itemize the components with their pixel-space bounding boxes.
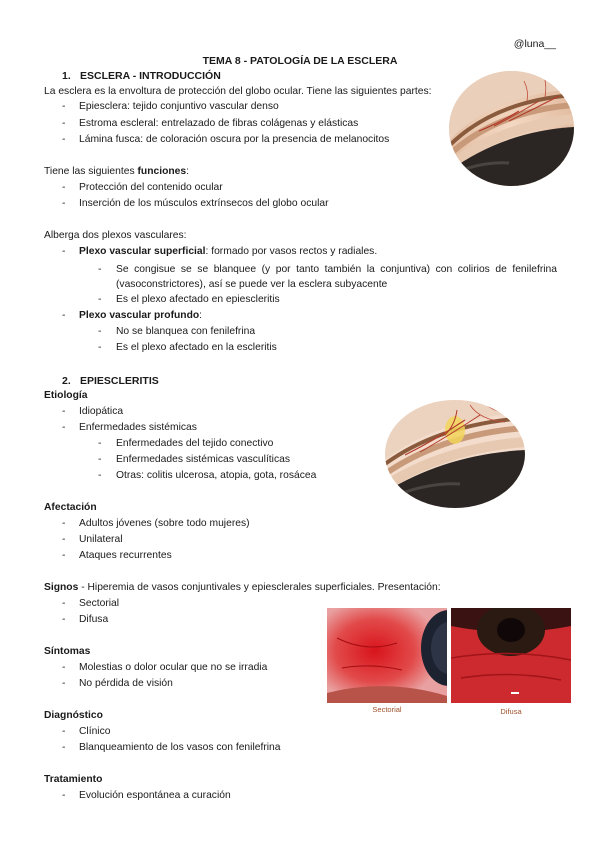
tratamiento-heading: Tratamiento	[44, 774, 103, 785]
list-item: - Clínico	[62, 726, 111, 737]
list-item: - Blanqueamiento de los vasos con fenilefrina	[62, 742, 281, 753]
author-handle: @luna__	[513, 38, 556, 50]
list-item: - Adultos jóvenes (sobre todo mujeres)	[62, 518, 250, 529]
sectorial-caption: Sectorial	[372, 705, 402, 714]
plexus-intro: Alberga dos plexos vasculares:	[44, 230, 187, 241]
diagnostico-heading: Diagnóstico	[44, 710, 103, 721]
list-item: - Evolución espontánea a curación	[62, 790, 231, 801]
list-item: - Es el plexo afectado en la escleritis	[98, 342, 277, 353]
afectacion-heading: Afectación	[44, 502, 97, 513]
list-item: - Molestias o dolor ocular que no se irradia	[62, 662, 268, 673]
list-item: - No pérdida de visión	[62, 678, 173, 689]
sclera-anatomy-image	[449, 71, 574, 186]
list-item: - Protección del contenido ocular	[62, 182, 223, 193]
list-item: - Difusa	[62, 614, 109, 625]
list-item: - Es el plexo afectado en epiescleritis	[98, 294, 280, 305]
list-item: - Se congisue se se blanquee (y por tanto también la conjuntiva) con colirios de fenilefrina (vasoconstrictores), así se puede ver la esclera subyacente	[98, 264, 557, 290]
episcleritis-anatomy-image	[385, 400, 525, 508]
difusa-caption: Difusa	[500, 707, 522, 716]
list-item: - Otras: colitis ulcerosa, atopia, gota, rosácea	[98, 470, 317, 481]
section-1-heading: 1. ESCLERA - INTRODUCCIÓN	[62, 70, 221, 82]
section-1-intro: La esclera es la envoltura de protección del globo ocular. Tiene las siguientes partes:	[44, 86, 432, 97]
list-item: - Enfermedades sistémicas vasculíticas	[98, 454, 290, 465]
list-item: - Idiopática	[62, 406, 124, 417]
page-title: TEMA 8 - PATOLOGÍA DE LA ESCLERA	[202, 55, 398, 67]
list-item: - Plexo vascular superficial: formado por vasos rectos y radiales.	[62, 246, 378, 257]
list-item: - Estroma escleral: entrelazado de fibras colágenas y elásticas	[62, 118, 359, 129]
section-2-heading: 2. EPIESCLERITIS	[62, 375, 159, 387]
list-item: - Lámina fusca: de coloración oscura por la presencia de melanocitos	[62, 134, 390, 145]
etiologia-heading: Etiología	[44, 390, 88, 401]
list-item: - Unilateral	[62, 534, 123, 545]
functions-intro: Tiene las siguientes funciones:	[44, 166, 190, 177]
sintomas-heading: Síntomas	[44, 646, 91, 657]
list-item: - Inserción de los músculos extrínsecos del globo ocular	[62, 198, 329, 209]
list-item: - Enfermedades del tejido conectivo	[98, 438, 274, 449]
list-item: - Enfermedades sistémicas	[62, 422, 197, 433]
list-item: - Plexo vascular profundo:	[62, 310, 203, 321]
sectorial-episcleritis-photo	[327, 608, 447, 703]
list-item: - Epiesclera: tejido conjuntivo vascular denso	[62, 101, 279, 112]
signos-line: Signos - Hiperemia de vasos conjuntivales y epiesclerales superficiales. Presentación:	[44, 582, 441, 593]
list-item: - Ataques recurrentes	[62, 550, 172, 561]
list-item: - Sectorial	[62, 598, 120, 609]
diffuse-episcleritis-photo	[451, 608, 571, 703]
list-item: - No se blanquea con fenilefrina	[98, 326, 256, 337]
